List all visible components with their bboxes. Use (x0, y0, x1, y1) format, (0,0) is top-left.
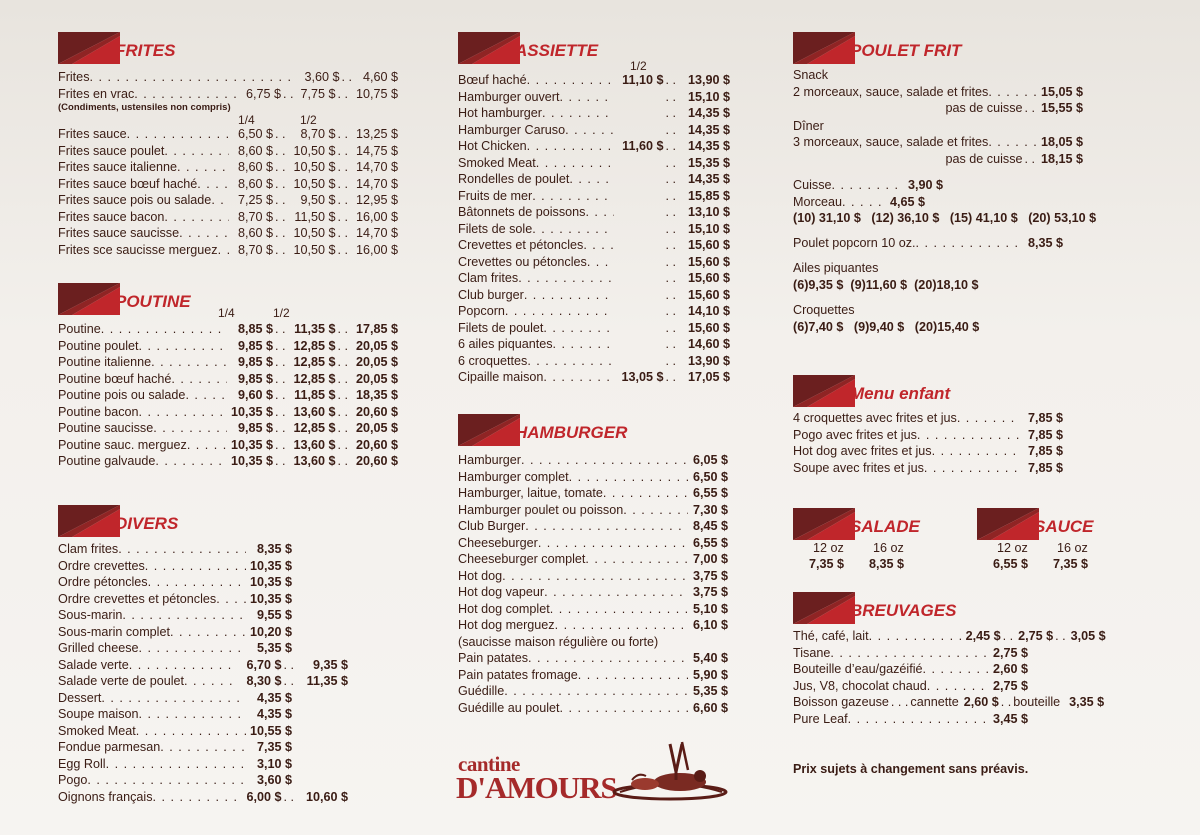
menu-item: 2 morceaux, sauce, salade et frites . . . 15,05 $ (793, 84, 1083, 101)
section-header-hamburger (458, 414, 658, 446)
section-hamburger (458, 414, 730, 716)
menu-item: Salade verte . . . 6,70 $ . . 9,35 $ (58, 657, 348, 674)
menu-item: Poutine poulet . . . 9,85 $ . . 12,85 $ . . 20,05 $ (58, 338, 398, 355)
section-poulet-frit (793, 32, 1173, 335)
menu-item: Poutine . . . 8,85 $ . . 11,35 $ . . 17,85 $ (58, 321, 398, 338)
section-title: POUTINE (115, 292, 191, 311)
menu-item: Guédille au poulet . . . 6,60 $ (458, 700, 728, 717)
menu-item: Poutine italienne . . . 9,85 $ . . 12,85 $ . . 20,05 $ (58, 354, 398, 371)
snack-label: Snack (793, 68, 829, 82)
menu-item: Pure Leaf . . . 3,45 $ (793, 711, 1028, 728)
menu-item: 4 croquettes avec frites et jus . . . 7,85 $ (793, 410, 1063, 427)
section-title: SAUCE (1034, 517, 1094, 536)
section-title: HAMBURGER (515, 423, 628, 442)
menu-item: Thé, café, lait . . . 2,45 $ . . 2,75 $ . . 3,05 $ (793, 628, 1163, 645)
prices: 6,55 $ 7,35 $ (993, 557, 1089, 571)
menu-item: Cheeseburger complet . . . 7,00 $ (458, 551, 728, 568)
menu-item: Hamburger Caruso . . . . . 14,35 $ (458, 122, 730, 139)
cantine-damours-logo: cantine D'AMOURS (458, 738, 738, 808)
menu-item: Frites sauce poulet . . . 8,60 $ . . 10,50 $ . . 14,75 $ (58, 143, 398, 160)
menu-item: Fruits de mer . . . . . 15,85 $ (458, 188, 730, 205)
menu-item: Jus, V8, chocolat chaud . . . 2,75 $ (793, 678, 1028, 695)
menu-item: Grilled cheese . . . 5,35 $ (58, 640, 348, 657)
banner-flag-icon (58, 32, 120, 64)
section-header-breuvages (793, 592, 993, 624)
menu-item: Poutine pois ou salade . . . 9,60 $ . . 11,85 $ . . 18,35 $ (58, 387, 398, 404)
menu-item: Sous-marin . . . 9,55 $ (58, 607, 348, 624)
menu-item: Pain patates . . . 5,40 $ (458, 650, 728, 667)
menu-item: Hot dog complet . . . 5,10 $ (458, 601, 728, 618)
menu-item: Poutine sauc. merguez . . . 10,35 $ . . 13,60 $ . . 20,60 $ (58, 437, 398, 454)
menu-item: Bœuf haché . . . 11,10 $ . . 13,90 $ (458, 72, 730, 89)
banner-flag-icon (977, 508, 1039, 540)
menu-item: Hot dog . . . 3,75 $ (458, 568, 728, 585)
section-title: FRITES (115, 41, 176, 60)
menu-item: Clam frites . . . . . 15,60 $ (458, 270, 730, 287)
menu-item: Club burger . . . . . 15,60 $ (458, 287, 730, 304)
section-title: SALADE (850, 517, 920, 536)
croquettes-label: Croquettes (793, 303, 855, 317)
menu-item: Hot dog avec frites et jus . . . 7,85 $ (793, 443, 1063, 460)
menu-item: Club Burger . . . 8,45 $ (458, 518, 728, 535)
menu-item: Frites en vrac . . . 6,75 $ . . 7,75 $ . . 10,75 $ (58, 86, 398, 103)
diner-label: Dîner (793, 118, 824, 133)
menu-item: Cipaille maison . . . 13,05 $ . . 17,05 $ (458, 369, 730, 386)
menu-item: Smoked Meat . . . . . 15,35 $ (458, 155, 730, 172)
section-sauce (977, 508, 1137, 572)
menu-item: pas de cuisse . . 15,55 $ (945, 101, 1083, 115)
size-header: 1/2 (630, 59, 647, 73)
section-title: BREUVAGES (850, 601, 957, 620)
ailes-quantities: (6)9,35 $ (9)11,60 $ (20)18,10 $ (793, 277, 979, 292)
menu-item: Clam frites . . . 8,35 $ (58, 541, 348, 558)
menu-item: Rondelles de poulet . . . . . 14,35 $ (458, 171, 730, 188)
banner-flag-icon (58, 505, 120, 537)
menu-item: Frites sauce saucisse . . . 8,60 $ . . 10,50 $ . . 14,70 $ (58, 225, 398, 242)
section-menu-enfant (793, 375, 1065, 476)
menu-item: Pogo avec frites et jus . . . 7,85 $ (793, 427, 1063, 444)
menu-item: Filets de sole . . . . . 15,10 $ (458, 221, 730, 238)
size-header: 12 oz 16 oz (997, 541, 1088, 555)
section-header-sauce (977, 508, 1177, 540)
menu-item: Egg Roll . . . 3,10 $ (58, 756, 348, 773)
section-header-menu-enfant (793, 375, 993, 407)
menu-item: Dessert . . . 4,35 $ (58, 690, 348, 707)
section-header-salade (793, 508, 993, 540)
ailes-label: Ailes piquantes (793, 261, 879, 275)
section-title: ASSIETTE (515, 41, 599, 60)
banner-flag-icon (793, 32, 855, 64)
menu-item: Hot hamburger . . . . . 14,35 $ (458, 105, 730, 122)
menu-item: Hamburger complet . . . 6,50 $ (458, 469, 728, 486)
menu-item: Tisane . . . 2,75 $ (793, 645, 1028, 662)
section-divers (58, 505, 398, 805)
menu-item: Salade verte de poulet . . . 8,30 $ . . 11,35 $ (58, 673, 348, 690)
menu-item: Poutine saucisse . . . 9,85 $ . . 12,85 $ . . 20,05 $ (58, 420, 398, 437)
menu-item: Cuisse . . . 3,90 $ (793, 177, 943, 194)
price-disclaimer: Prix sujets à changement sans préavis. (793, 762, 1029, 776)
menu-item: Crevettes ou pétoncles . . . . . 15,60 $ (458, 254, 730, 271)
banner-flag-icon (793, 508, 855, 540)
menu-item: Hot Chicken . . . 11,60 $ . . 14,35 $ (458, 138, 730, 155)
menu-item: Frites sauce bacon . . . 8,70 $ . . 11,50 $ . . 16,00 $ (58, 209, 398, 226)
morceau-quantities: (10) 31,10 $ (12) 36,10 $ (15) 41,10 $ (20) 53,10 $ (793, 211, 1097, 225)
prices: 7,35 $ 8,35 $ (809, 557, 905, 571)
menu-item: Pogo . . . 3,60 $ (58, 772, 348, 789)
menu-item: Ordre pétoncles . . . 10,35 $ (58, 574, 348, 591)
menu-item: Crevettes et pétoncles . . . . . 15,60 $ (458, 237, 730, 254)
food-platter-illustration-icon (610, 736, 730, 804)
menu-item: Frites sauce pois ou salade . . . 7,25 $ . . 9,50 $ . . 12,95 $ (58, 192, 398, 209)
section-title: Menu enfant (850, 384, 951, 403)
menu-item: Poutine galvaude . . . 10,35 $ . . 13,60 $ . . 20,60 $ (58, 453, 398, 470)
menu-item: 6 croquettes . . . . . 13,90 $ (458, 353, 730, 370)
menu-item: pas de cuisse . . 18,15 $ (945, 151, 1083, 166)
menu-item: Poutine bacon . . . 10,35 $ . . 13,60 $ . . 20,60 $ (58, 404, 398, 421)
size-header: 12 oz 16 oz (813, 541, 904, 555)
menu-item: Hamburger, laitue, tomate . . . 6,55 $ (458, 485, 728, 502)
section-poutine (58, 283, 398, 470)
section-breuvages (793, 592, 1163, 727)
banner-flag-icon (793, 375, 855, 407)
menu-item: Poutine bœuf haché . . . 9,85 $ . . 12,85 $ . . 20,05 $ (58, 371, 398, 388)
menu-item: Frites sauce . . . 6,50 $ . . 8,70 $ . . 13,25 $ (58, 126, 398, 143)
menu-item: Frites sauce italienne . . . 8,60 $ . . 10,50 $ . . 14,70 $ (58, 159, 398, 176)
menu-item: Hamburger poulet ou poisson . . . 7,30 $ (458, 502, 728, 519)
menu-item: Ordre crevettes et pétoncles . . . 10,35 $ (58, 591, 348, 608)
section-frites (58, 32, 398, 258)
section-header-frites (58, 32, 258, 64)
menu-item: Cheeseburger . . . 6,55 $ (458, 535, 728, 552)
menu-item: Fondue parmesan . . . 7,35 $ (58, 739, 348, 756)
section-header-divers (58, 505, 258, 537)
menu-item: Smoked Meat . . . 10,55 $ (58, 723, 348, 740)
menu-item: Boisson gazeuse . . . cannette 2,60 $ . . bouteille 3,35 $ (793, 695, 1105, 709)
menu-item: Soupe maison . . . 4,35 $ (58, 706, 348, 723)
menu-item: Frites sce saucisse merguez . . . 8,70 $ . . 10,50 $ . . 16,00 $ (58, 242, 398, 259)
menu-item: Filets de poulet . . . . . 15,60 $ (458, 320, 730, 337)
menu-item: Soupe avec frites et jus . . . 7,85 $ (793, 460, 1063, 477)
menu-item: Oignons français . . . 6,00 $ . . 10,60 $ (58, 789, 348, 806)
frites-note: (Condiments, ustensiles non compris) (58, 102, 231, 113)
menu-item: Hot dog merguez . . . 6,10 $ (458, 617, 728, 634)
menu-item: Sous-marin complet . . . 10,20 $ (58, 624, 348, 641)
section-header-poulet-frit (793, 32, 993, 64)
menu-item: Popcorn . . . . . 14,10 $ (458, 303, 730, 320)
menu-item: Frites . . . 3,60 $ . . 4,60 $ (58, 69, 398, 86)
size-header: 1/4 1/2 (238, 113, 317, 127)
menu-item: Pain patates fromage . . . 5,90 $ (458, 667, 728, 684)
menu-item: Hot dog vapeur . . . 3,75 $ (458, 584, 728, 601)
section-assiette (458, 32, 730, 386)
section-title: POULET FRIT (850, 41, 962, 60)
menu-item: Bâtonnets de poissons . . . . . 13,10 $ (458, 204, 730, 221)
menu-item: 6 ailes piquantes . . . . . 14,60 $ (458, 336, 730, 353)
menu-item: Ordre crevettes . . . 10,35 $ (58, 558, 348, 575)
menu-item: Hamburger ouvert . . . . . 15,10 $ (458, 89, 730, 106)
menu-item: 3 morceaux, sauce, salade et frites . . . 18,05 $ (793, 134, 1083, 151)
menu-item: Morceau . . . 4,65 $ (793, 194, 925, 211)
croquettes-quantities: (6)7,40 $ (9)9,40 $ (20)15,40 $ (793, 319, 980, 334)
banner-flag-icon (793, 592, 855, 624)
menu-item: Hamburger . . . 6,05 $ (458, 452, 728, 469)
size-header: 1/4 1/2 (218, 306, 290, 320)
section-salade (793, 508, 953, 572)
menu-item: Guédille . . . 5,35 $ (458, 683, 728, 700)
hamburger-note: (saucisse maison régulière ou forte) (458, 634, 659, 649)
section-title: DIVERS (115, 514, 179, 533)
menu-item: Poulet popcorn 10 oz. . . . 8,35 $ (793, 235, 1063, 252)
menu-item: Frites sauce bœuf haché . . . 8,60 $ . . 10,50 $ . . 14,70 $ (58, 176, 398, 193)
menu-item: Bouteille d’eau/gazéifié . . . 2,60 $ (793, 661, 1028, 678)
banner-flag-icon (458, 414, 520, 446)
